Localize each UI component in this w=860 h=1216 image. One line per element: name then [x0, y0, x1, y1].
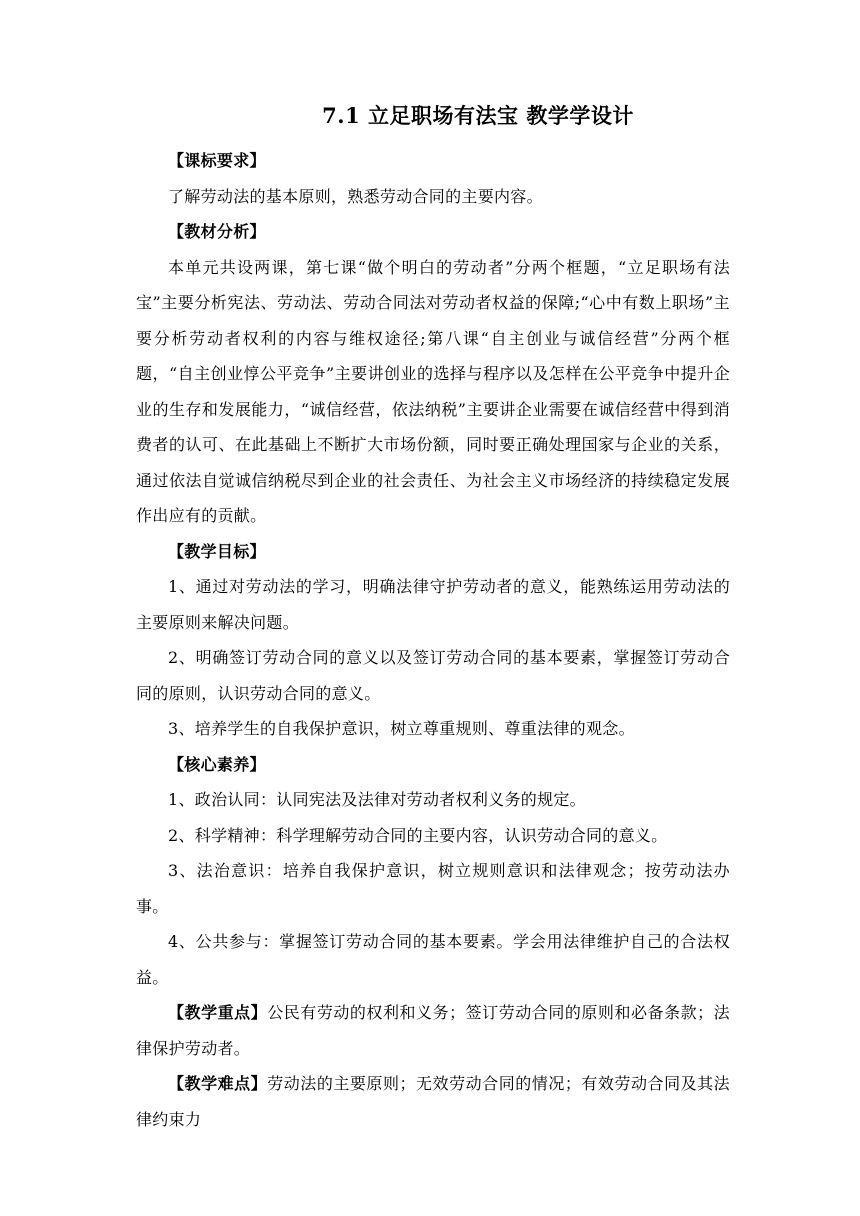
curriculum-text: 了解劳动法的基本原则，熟悉劳动合同的主要内容。 — [168, 186, 543, 206]
objective-item: 2、明确签订劳动合同的意义以及签订劳动合同的基本要素，掌握签订劳动合同的原则，认识劳动合同的意义。 — [136, 648, 730, 703]
keypoints-paragraph — [136, 995, 730, 1066]
analysis-text: 本单元共设两课，第七课“做个明白的劳动者”分两个框题，“立足职场有法宝”主要分析宪法、劳动法、劳动合同法对劳动者权益的保障;“心中有数上职场”主要分析劳动者权利的内容与维权途径;第八课“自主创业与诚信经营”分两个框题，“自主创业惇公平竞争”主要讲创业的选择与程序以及怎样在公平竞争中提升企业的生存和发展能力，“诚信经营，依法纳税”主要讲企业需要在诚信经营中得到消费者的认可、在此基础上不断扩大市场份额，同时要正确处理国家与企业的关系，通过依法自觉诚信纳税尽到企业的社会责任、为社会主义市场经济的持续稳定发展作出应有的贡献。 — [136, 257, 730, 525]
difficulties-paragraph — [136, 1066, 730, 1137]
keypoints-heading: 【教学重点】 — [168, 1003, 268, 1022]
objectives-heading: 【教学目标】 — [168, 541, 266, 561]
literacy-item: 1、政治认同：认同宪法及法律对劳动者权利义务的规定。 — [168, 790, 586, 809]
objective-item: 1、通过对劳动法的学习，明确法律守护劳动者的意义，能熟练运用劳动法的主要原则来解决问题。 — [136, 577, 730, 632]
literacy-item: 3、法治意识：培养自我保护意识，树立规则意识和法律观念；按劳动法办事。 — [136, 861, 730, 916]
document-title: 7.1 立足职场有法宝 教学学设计 — [322, 103, 634, 128]
curriculum-heading: 【课标要求】 — [168, 151, 266, 170]
keypoints-text: 公民有劳动的权利和义务；签订劳动合同的原则和必备条款；法律保护劳动者。 — [136, 1003, 730, 1058]
analysis-heading: 【教材分析】 — [168, 222, 266, 241]
literacy-heading: 【核心素养】 — [168, 754, 266, 774]
document-body — [136, 100, 730, 1137]
objective-item: 3、培养学生的自我保护意识，树立尊重规则、尊重法律的观念。 — [168, 719, 635, 738]
literacy-item: 2、科学精神：科学理解劳动合同的主要内容，认识劳动合同的意义。 — [168, 825, 668, 845]
difficulties-heading: 【教学难点】 — [168, 1074, 268, 1093]
difficulties-text: 劳动法的主要原则；无效劳动合同的情况；有效劳动合同及其法律约束力 — [136, 1074, 730, 1129]
literacy-item: 4、公共参与：掌握签订劳动合同的基本要素。学会用法律维护自己的合法权益。 — [136, 932, 730, 987]
